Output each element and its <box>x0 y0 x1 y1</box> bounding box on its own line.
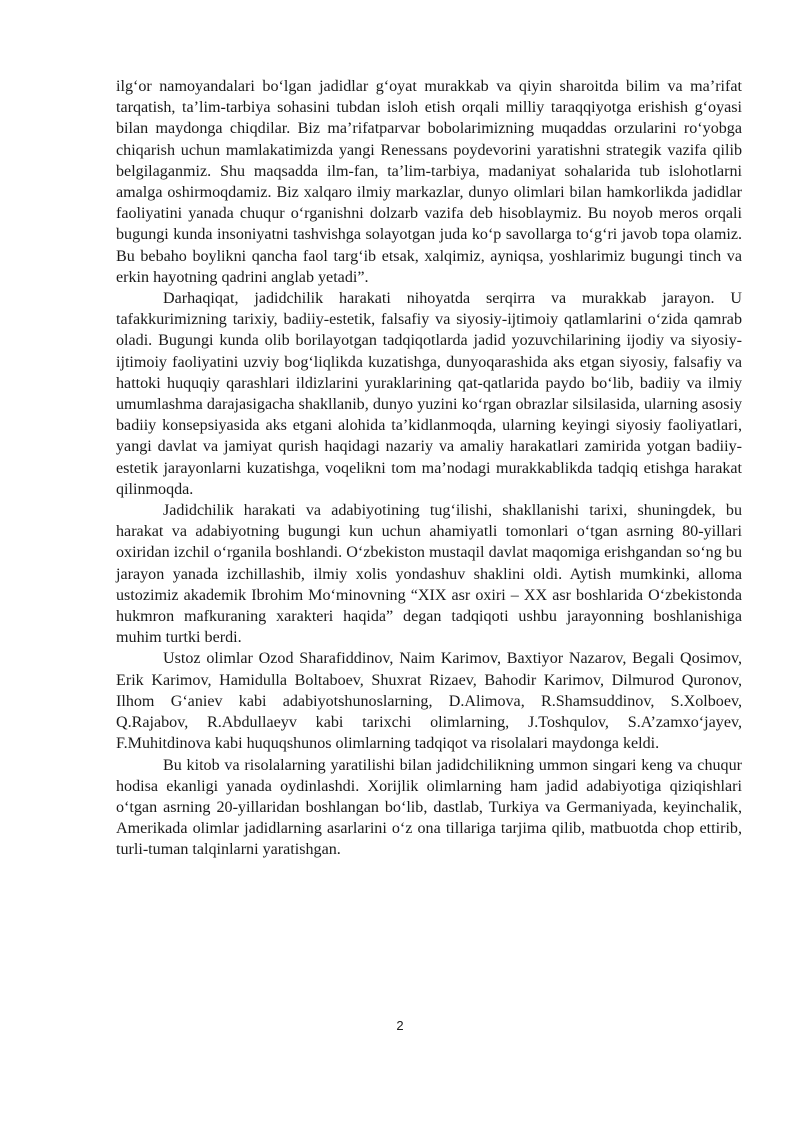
paragraph: Darhaqiqat, jadidchilik harakati nihoyatda serqirra va murakkab jarayon. U tafakkurimizning tarixiy, badiiy-estetik, falsafiy va siyosiy-ijtimoiy qatlamlarini o‘zida qamrab oladi. Bugungi kunda olib borilayotgan tadqiqotlarda jadid yozuvchilarining ijodiy va siyosiy-ijtimoiy faoliyatini uzviy bog‘liqlikda kuzatishga, dunyoqarashida aks etgan siyosiy, falsafiy va hattoki huquqiy qarashlari ildizlarini yuraklarining qat-qatlarida paydo bo‘lib, badiiy va ilmiy umumlashma darajasigacha shakllanib, dunyo yuzini ko‘rgan obrazlar silsilasida, ularning asosiy badiiy konsepsiyasida aks etgani alohida ta’kidlanmoqda, ularning keyingi siyosiy faoliyatlari, yangi davlat va jamiyat qurish haqidagi nazariy va amaliy harakatlari zamirida yotgan badiiy-estetik jarayonlarni kuzatishga, voqelikni tom ma’nodagi murakkablikda tadqiq etishga harakat qilinmoqda. <box>116 290 742 498</box>
paragraph: Bu kitob va risolalarning yaratilishi bilan jadidchilikning ummon singari keng va chuqur hodisa ekanligi yanada oydinlashdi. Xorijlik olimlarning ham jadid adabiyotiga qiziqishlari o‘tgan asrning 20-yillaridan boshlangan bo‘lib, dastlab, Turkiya va Germaniyada, keyinchalik, Amerikada olimlar jadidlarning asarlarini o‘z ona tillariga tarjima qilib, matbuotda chop ettirib, turli-tuman talqinlarni yaratishgan. <box>116 756 742 859</box>
page-number: 2 <box>396 1018 404 1033</box>
paragraph: Jadidchilik harakati va adabiyotining tug‘ilishi, shakllanishi tarixi, shuningdek, bu harakat va adabiyotning bugungi kun uchun ahamiyatli tomonlari o‘tgan asrning 80-yillari oxiridan izchil o‘rganila boshlandi. O‘zbekiston mustaqil davlat maqomiga erishgandan so‘ng bu jarayon yanada izchillashib, ilmiy xolis yondashuv shaklini oldi. Aytish mumkinki, alloma ustozimiz akademik Ibrohim Mo‘minovning “XIX asr oxiri – XX asr boshlarida O‘zbekistonda hukmron mafkuraning xarakteri haqida” degan tadqiqoti ushbu jarayonning boshlanishiga muhim turtki berdi. <box>116 502 742 647</box>
document-body <box>116 76 742 861</box>
paragraph: Ustoz olimlar Ozod Sharafiddinov, Naim Karimov, Baxtiyor Nazarov, Begali Qosimov, Erik Karimov, Hamidulla Boltaboev, Shuxrat Rizaev, Bahodir Karimov, Dilmurod Quronov, Ilhom G‘aniev kabi adabiyotshunoslarning, D.Alimova, R.Shamsuddinov, S.Xolboev, Q.Rajabov, R.Abdullaeyv kabi tarixchi olimlarning, J.Toshqulov, S.A’zamxo‘jayev, F.Muhitdinova kabi huquqshunos olimlarning tadqiqot va risolalari maydonga keldi. <box>116 650 742 753</box>
paragraph-continuation: ilg‘or namoyandalari bo‘lgan jadidlar g‘oyat murakkab va qiyin sharoitda bilim va ma’rifat tarqatish, ta’lim-tarbiya sohasini tubdan isloh etish orqali milliy taraqqiyotga erishish g‘oyasi bilan maydonga chiqdilar. Biz ma’rifatparvar bobolarimizning muqaddas orzularini ro‘yobga chiqarish uchun mamlakatimizda yangi Renessans poydevorini yaratishni strategik vazifa qilib belgilaganmiz. Shu maqsadda ilm-fan, ta’lim-tarbiya, madaniyat sohalarida tub islohotlarni amalga oshirmoqdamiz. Biz xalqaro ilmiy markazlar, dunyo olimlari bilan hamkorlikda jadidlar faoliyatini yanada chuqur o‘rganishni dolzarb vazifa deb hisoblaymiz. Bu noyob meros orqali bugungi kunda insoniyatni tashvishga solayotgan juda ko‘p savollarga to‘g‘ri javob topa olamiz. Bu bebaho boylikni qancha faol targ‘ib etsak, xalqimiz, ayniqsa, yoshlarimiz bugungi tinch va erkin hayotning qadrini anglab yetadi”. <box>116 78 742 286</box>
